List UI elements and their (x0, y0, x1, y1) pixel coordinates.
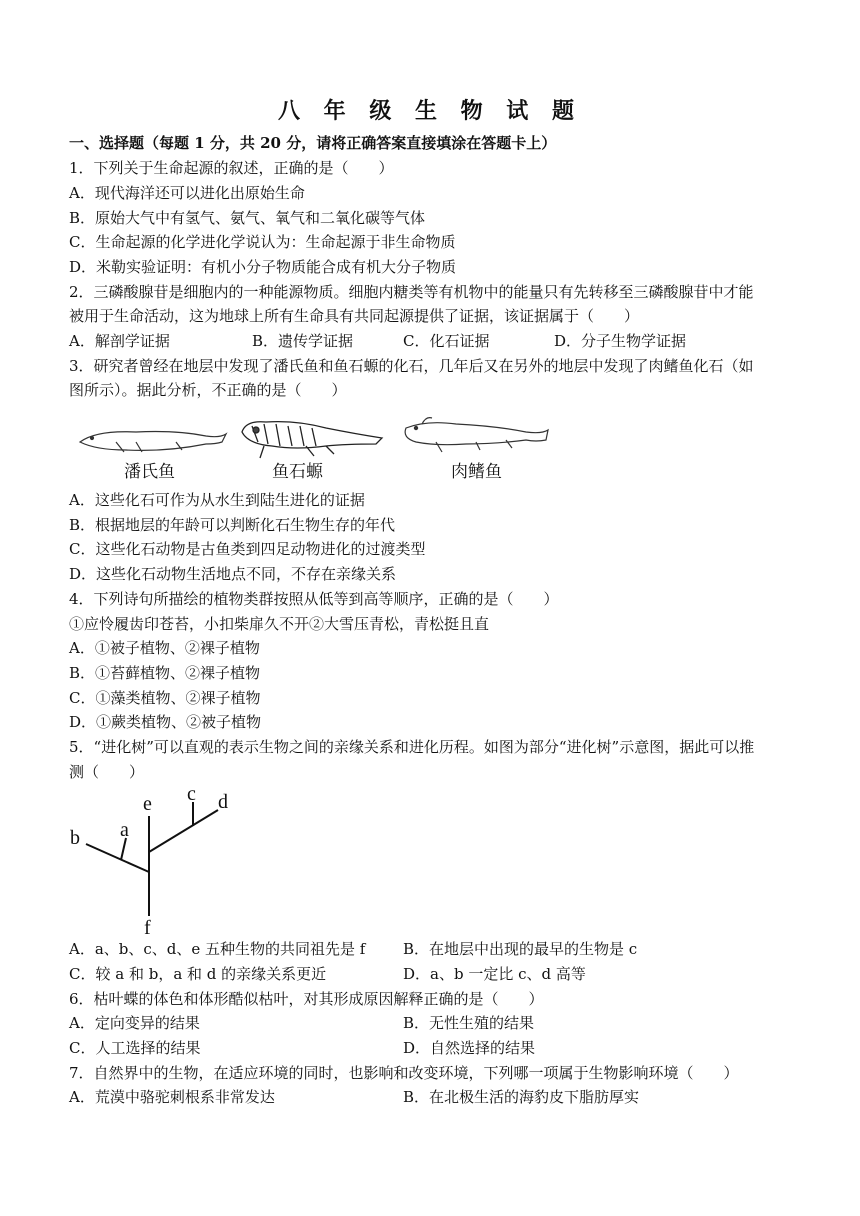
q6-option-c: C．人工选择的结果 (69, 1039, 201, 1057)
q5-option-b: B．在地层中出现的最早的生物是 c (403, 940, 638, 958)
q2-option-d: D．分子生物学证据 (554, 332, 687, 350)
q3-option-d: D．这些化石动物生活地点不同，不存在亲缘关系 (69, 565, 397, 583)
q2-stem-line2: 被用于生命活动，这为地球上所有生命具有共同起源提供了证据，该证据属于（ ） (69, 307, 640, 325)
q5-option-a: A．a、b、c、d、e 五种生物的共同祖先是 f (69, 940, 366, 958)
q4-stem: 4．下列诗句所描绘的植物类群按照从低等到高等顺序，正确的是（ ） (69, 590, 559, 608)
q2-stem-line1: 2．三磷酸腺苷是细胞内的一种能源物质。细胞内糖类等有机物中的能量只有先转移至三磷酸腺苷中才能 (69, 283, 754, 301)
q4-option-b: B．①苔藓植物、②裸子植物 (69, 664, 261, 682)
tree-label-b: b (70, 827, 80, 849)
q2-option-b: B．遗传学证据 (252, 332, 354, 350)
q2-option-a: A．解剖学证据 (69, 332, 170, 350)
q7-option-b: B．在北极生活的海豹皮下脂肪厚实 (403, 1088, 640, 1106)
q1-option-a: A．现代海洋还可以进化出原始生命 (69, 184, 305, 202)
evolution-tree-diagram (68, 786, 248, 936)
q1-stem: 1．下列关于生命起源的叙述，正确的是（ ） (69, 159, 394, 177)
page-title: 八 年 级 生 物 试 题 (278, 98, 582, 124)
q5-stem-line1: 5．“进化树”可以直观的表示生物之间的亲缘关系和进化历程。如图为部分“进化树”示意图，据此可以推 (69, 738, 755, 756)
tree-label-a: a (120, 819, 129, 841)
tree-label-e: e (143, 793, 152, 815)
q3-stem-line2: 图所示）。据此分析，不正确的是（ ） (69, 381, 347, 399)
q6-option-a: A．定向变异的结果 (69, 1014, 200, 1032)
q7-stem: 7．自然界中的生物，在适应环境的同时，也影响和改变环境，下列哪一项属于生物影响环境（ ） (69, 1064, 739, 1082)
ichthyostega-fossil-drawing (242, 422, 382, 458)
q4-poem: ①应怜履齿印苍苔，小扣柴扉久不开②大雪压青松，青松挺且直 (69, 615, 490, 633)
q3-stem-line1: 3．研究者曾经在地层中发现了潘氏鱼和鱼石螈的化石，几年后又在另外的地层中发现了肉鳍鱼化石（如 (69, 357, 754, 375)
q1-option-c: C．生命起源的化学进化学说认为：生命起源于非生命物质 (69, 233, 456, 251)
q3-option-a: A．这些化石可作为从水生到陆生进化的证据 (69, 491, 365, 509)
q6-option-b: B．无性生殖的结果 (403, 1014, 535, 1032)
q5-option-c: C．较 a 和 b，a 和 d 的亲缘关系更近 (69, 965, 327, 983)
q5-stem-line2: 测（ ） (69, 763, 145, 781)
q4-option-d: D．①蕨类植物、②被子植物 (69, 713, 262, 731)
q1-option-d: D．米勒实验证明：有机小分子物质能合成有机大分子物质 (69, 258, 457, 276)
q4-option-c: C．①藻类植物、②裸子植物 (69, 689, 261, 707)
panderichthys-fossil-drawing (80, 432, 226, 453)
section-heading: 一、选择题（每题 1 分，共 20 分，请将正确答案直接填涂在答题卡上） (69, 134, 557, 152)
evolution-tree-branches (86, 802, 218, 916)
q6-stem: 6．枯叶蝶的体色和体形酷似枯叶，对其形成原因解释正确的是（ ） (69, 990, 544, 1008)
q1-option-b: B．原始大气中有氢气、氨气、氧气和二氧化碳等气体 (69, 209, 426, 227)
fossil-label-eusthenopteron: 肉鳍鱼 (451, 462, 502, 482)
q5-option-d: D．a、b 一定比 c、d 高等 (403, 965, 586, 983)
fossil-label-panderichthys: 潘氏鱼 (124, 462, 175, 482)
tree-label-c: c (187, 786, 196, 805)
tree-label-f: f (144, 917, 151, 936)
eusthenopteron-fossil-drawing (405, 418, 548, 452)
q3-option-b: B．根据地层的年龄可以判断化石生物生存的年代 (69, 516, 396, 534)
q4-option-a: A．①被子植物、②裸子植物 (69, 639, 260, 657)
tree-label-d: d (218, 791, 228, 813)
fossil-label-ichthyostega: 鱼石螈 (272, 462, 323, 482)
q2-option-c: C．化石证据 (403, 332, 490, 350)
q3-option-c: C．这些化石动物是古鱼类到四足动物进化的过渡类型 (69, 540, 426, 558)
q6-option-d: D．自然选择的结果 (403, 1039, 536, 1057)
q7-option-a: A．荒漠中骆驼刺根系非常发达 (69, 1088, 275, 1106)
